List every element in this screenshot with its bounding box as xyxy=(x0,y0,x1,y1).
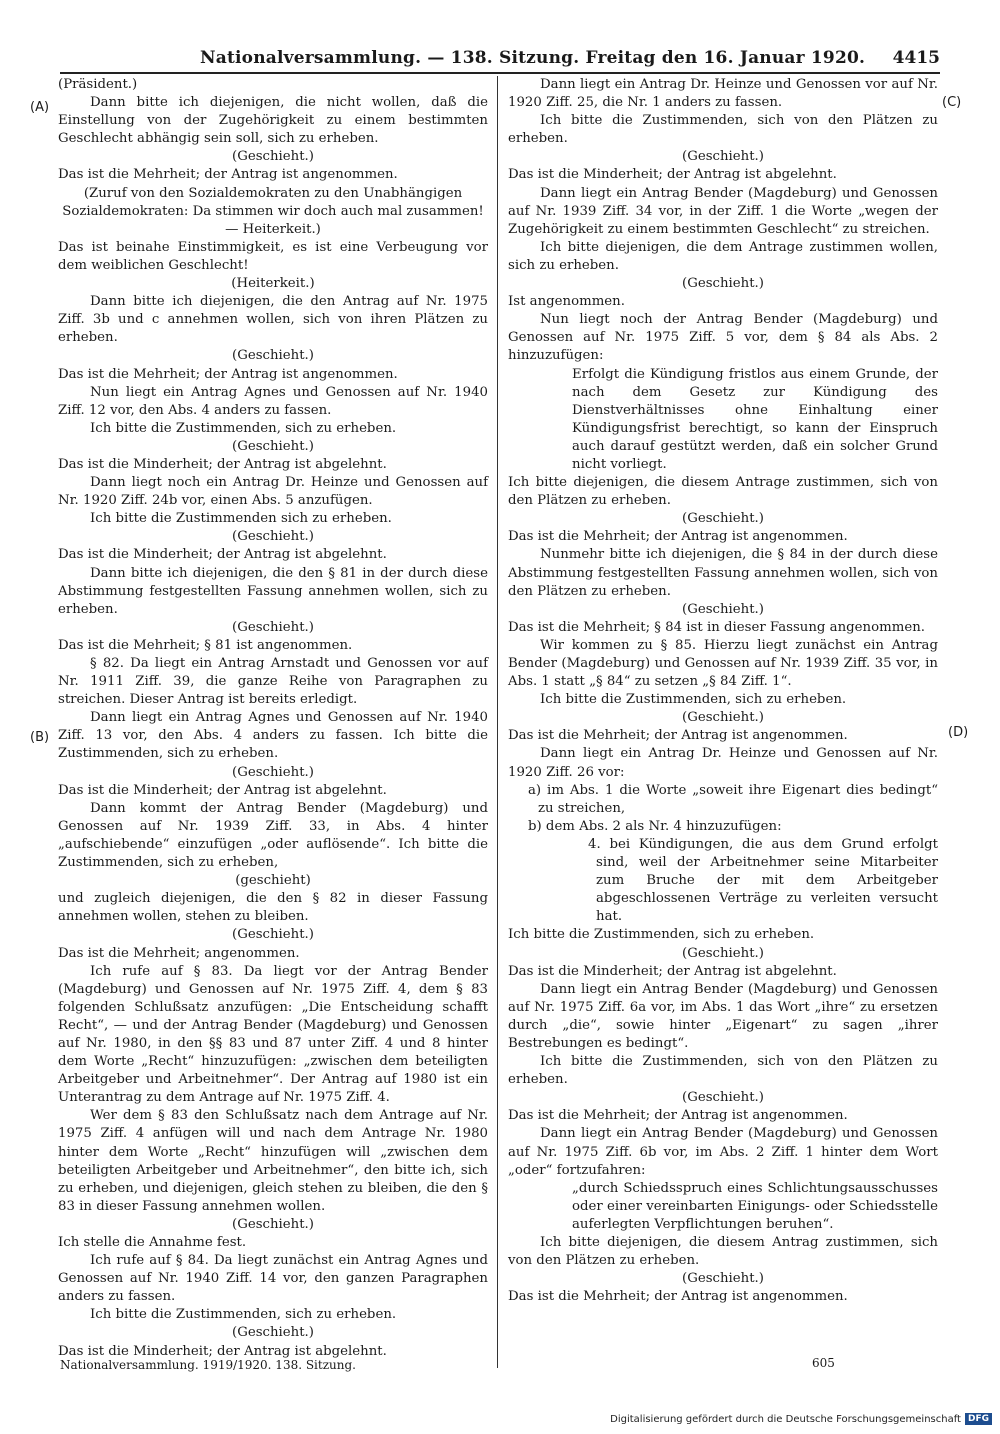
paragraph: Das ist die Minderheit; der Antrag ist abgelehnt. xyxy=(58,547,387,563)
paragraph: Das ist die Mehrheit; angenommen. xyxy=(58,945,300,961)
paragraph: (Geschieht.) xyxy=(232,1325,314,1341)
paragraph: Nun liegt noch der Antrag Bender (Magdeburg) und Genossen auf Nr. 1975 Ziff. 5 vor, dem § 84 als Abs. 2 hinzuzufügen: xyxy=(508,312,938,364)
paragraph: (Geschieht.) xyxy=(682,1271,764,1287)
margin-marker-a: (A) xyxy=(30,100,50,115)
paragraph: Das ist die Mehrheit; § 84 ist in dieser Fassung angenommen. xyxy=(508,619,925,635)
paragraph: Ich bitte die Zustimmenden, sich von den Plätzen zu erheben. xyxy=(508,113,938,147)
paragraph: Wer dem § 83 den Schlußsatz nach dem Antrage auf Nr. 1975 Ziff. 4 anfügen will und nach dem Antrage Nr. 1980 hinter dem Worte „Recht“ hinzufügen will „zwischen dem beteiligten Arbeitgeber und Arbeitnehmer“, den bitte ich, sich zu erheben, und diejenigen, gleich stehen zu bleiben, die den § 83 in dieser Fassung annehmen wollen. xyxy=(58,1108,488,1214)
paragraph: (Präsident.) xyxy=(58,77,138,92)
paragraph: Ich bitte die Zustimmenden, sich zu erheben. xyxy=(90,420,397,436)
paragraph: Dann liegt ein Antrag Bender (Magdeburg) und Genossen auf Nr. 1975 Ziff. 6a vor, im Abs. 1 das Wort „ihre“ zu ersetzen durch „die“, sowie hinter „Eigenart“ zu sagen „ihrer Bestrebungen es bedingt“. xyxy=(508,981,938,1051)
paragraph: (Geschieht.) xyxy=(682,601,764,617)
paragraph: b) dem Abs. 2 als Nr. 4 hinzuzufügen: xyxy=(528,818,782,834)
paragraph: Das ist die Mehrheit; der Antrag ist angenommen. xyxy=(58,167,398,183)
paragraph: (Geschieht.) xyxy=(682,710,764,726)
digitization-credit xyxy=(610,1413,992,1425)
paragraph: Dann liegt ein Antrag Agnes und Genossen auf Nr. 1940 Ziff. 13 vor, den Abs. 4 anders zu fassen. Ich bitte die Zustimmenden, sich zu erheben. xyxy=(58,710,488,762)
paragraph: a) im Abs. 1 die Worte „soweit ihre Eigenart dies bedingt“ zu streichen, xyxy=(528,782,938,816)
paragraph: Das ist die Minderheit; der Antrag ist abgelehnt. xyxy=(58,456,387,472)
paragraph: Das ist die Mehrheit; der Antrag ist angenommen. xyxy=(508,1108,848,1124)
left-column xyxy=(58,76,488,1361)
paragraph: Ich rufe auf § 84. Da liegt zunächst ein Antrag Agnes und Genossen auf Nr. 1940 Ziff. 14 vor, den ganzen Paragraphen anders zu fassen. xyxy=(58,1253,488,1305)
paragraph: (Geschieht.) xyxy=(682,511,764,527)
paragraph: Ich bitte die Zustimmenden, sich zu erheben. xyxy=(540,692,847,708)
page-number: 4415 xyxy=(892,48,940,68)
header-title: Nationalversammlung. — 138. Sitzung. Freitag den 16. Januar 1920. xyxy=(200,48,866,68)
right-column xyxy=(508,76,938,1306)
paragraph: Dann liegt ein Antrag Bender (Magdeburg) und Genossen auf Nr. 1939 Ziff. 34 vor, in der Ziff. 1 die Worte „wegen der Zugehörigkeit zu einem bestimmten Geschlecht“ zu streichen. xyxy=(508,185,938,237)
page-header xyxy=(60,46,940,74)
paragraph: Ich bitte die Zustimmenden, sich von den Plätzen zu erheben. xyxy=(508,1054,938,1088)
paragraph: „durch Schiedsspruch eines Schlichtungsausschusses oder einer vereinbarten Einigungs- oder Schiedsstelle auferlegten Verpflichtungen beruhen“. xyxy=(572,1180,938,1232)
paragraph: Das ist die Minderheit; der Antrag ist abgelehnt. xyxy=(508,963,837,979)
paragraph: Das ist die Mehrheit; der Antrag ist angenommen. xyxy=(508,529,848,545)
footer-left: Nationalversammlung. 1919/1920. 138. Sitzung. xyxy=(60,1358,356,1372)
footer-page-number: 605 xyxy=(812,1356,835,1370)
margin-marker-d: (D) xyxy=(948,725,969,740)
paragraph: (geschieht) xyxy=(235,873,311,889)
paragraph: (Zuruf von den Sozialdemokraten zu den Unabhängigen Sozialdemokraten: Da stimmen wir doch auch mal zusammen! — Heiterkeit.) xyxy=(62,185,484,237)
dfg-logo-icon: DFG xyxy=(965,1413,992,1425)
margin-marker-c: (C) xyxy=(942,95,962,110)
paragraph: Nun liegt ein Antrag Agnes und Genossen auf Nr. 1940 Ziff. 12 vor, den Abs. 4 anders zu fassen. xyxy=(58,384,488,418)
paragraph: Dann bitte ich diejenigen, die den Antrag auf Nr. 1975 Ziff. 3b und c annehmen wollen, sich von ihren Plätzen zu erheben. xyxy=(58,294,488,346)
paragraph: Wir kommen zu § 85. Hierzu liegt zunächst ein Antrag Bender (Magdeburg) und Genossen auf Nr. 1939 Ziff. 35 vor, in Abs. 1 statt „§ 84“ zu setzen „§ 84 Ziff. 1“. xyxy=(508,637,938,690)
paragraph: (Geschieht.) xyxy=(232,1216,314,1232)
paragraph: und zugleich diejenigen, die den § 82 in dieser Fassung annehmen wollen, stehen zu bleiben. xyxy=(58,891,488,925)
paragraph: Dann liegt ein Antrag Dr. Heinze und Genossen vor auf Nr. 1920 Ziff. 25, die Nr. 1 anders zu fassen. xyxy=(508,77,938,111)
paragraph: Das ist die Mehrheit; § 81 ist angenommen. xyxy=(58,637,353,653)
paragraph: (Geschieht.) xyxy=(232,529,314,545)
paragraph: Das ist beinahe Einstimmigkeit, es ist eine Verbeugung vor dem weiblichen Geschlecht! xyxy=(58,239,488,273)
paragraph: Dann kommt der Antrag Bender (Magdeburg) und Genossen auf Nr. 1939 Ziff. 33, in Abs. 4 hinter „aufschiebende“ einzufügen „oder auflösende“. Ich bitte die Zustimmenden, sich zu erheben, xyxy=(58,800,488,871)
paragraph: Erfolgt die Kündigung fristlos aus einem Grunde, der nach dem Gesetz zur Kündigung des Dienstverhältnisses ohne Einhaltung einer Kündigungsfrist berechtigt, so kann der Einspruch auch darauf gestützt werden, daß ein solcher Grund nicht vorliegt. xyxy=(572,366,938,472)
paragraph: Dann bitte ich diejenigen, die den § 81 in der durch diese Abstimmung festgestellten Fassung annehmen wollen, sich zu erheben. xyxy=(58,565,488,617)
paragraph: Ist angenommen. xyxy=(508,294,625,310)
column-divider xyxy=(497,76,498,1368)
paragraph: Das ist die Mehrheit; der Antrag ist angenommen. xyxy=(508,1289,848,1305)
paragraph: 4. bei Kündigungen, die aus dem Grund erfolgt sind, weil der Arbeitnehmer seine Mitarbeiter zum Bruche der mit dem Arbeitgeber abgeschlossenen Verträge zu verleiten versucht hat. xyxy=(588,836,938,925)
paragraph: Nunmehr bitte ich diejenigen, die § 84 in der durch diese Abstimmung festgestellten Fassung annehmen wollen, sich von den Plätzen zu erheben. xyxy=(508,547,938,599)
paragraph: Dann bitte ich diejenigen, die nicht wollen, daß die Einstellung von der Zugehörigkeit zu einem bestimmten Geschlecht abhängig sein soll, sich zu erheben. xyxy=(58,95,488,147)
paragraph: Ich bitte diejenigen, die dem Antrage zustimmen wollen, sich zu erheben. xyxy=(508,239,938,273)
paragraph: Ich bitte diejenigen, die diesem Antrag zustimmen, sich von den Plätzen zu erheben. xyxy=(508,1235,938,1269)
paragraph: Das ist die Minderheit; der Antrag ist abgelehnt. xyxy=(58,782,387,798)
paragraph: (Geschieht.) xyxy=(232,764,314,780)
paragraph: Dann liegt ein Antrag Dr. Heinze und Genossen auf Nr. 1920 Ziff. 26 vor: xyxy=(508,746,938,780)
paragraph: (Geschieht.) xyxy=(232,927,314,943)
paragraph: (Geschieht.) xyxy=(682,149,764,165)
paragraph: Das ist die Mehrheit; der Antrag ist angenommen. xyxy=(58,366,398,382)
paragraph: Ich bitte die Zustimmenden sich zu erheben. xyxy=(90,511,392,527)
paragraph: Ich bitte die Zustimmenden, sich zu erheben. xyxy=(508,927,815,943)
paragraph: (Geschieht.) xyxy=(682,276,764,292)
paragraph: (Geschieht.) xyxy=(682,1090,764,1106)
paragraph: Ich stelle die Annahme fest. xyxy=(58,1235,247,1250)
paragraph: Dann liegt ein Antrag Bender (Magdeburg) und Genossen auf Nr. 1975 Ziff. 6b vor, im Abs. 2 Ziff. 1 hinter dem Wort „oder“ fortzufahren: xyxy=(508,1126,938,1178)
paragraph: (Heiterkeit.) xyxy=(231,276,315,292)
paragraph: (Geschieht.) xyxy=(232,348,314,364)
paragraph: Das ist die Mehrheit; der Antrag ist angenommen. xyxy=(508,728,848,744)
paragraph: Das ist die Minderheit; der Antrag ist abgelehnt. xyxy=(58,1343,387,1359)
margin-marker-b: (B) xyxy=(30,730,50,745)
paragraph: Ich rufe auf § 83. Da liegt vor der Antrag Bender (Magdeburg) und Genossen auf Nr. 1975 Ziff. 4, dem § 83 folgenden Schlußsatz anzufügen: „Die Entscheidung schafft Recht“, — und der Antrag Bender (Magdeburg) und Genossen auf Nr. 1980, in den §§ 83 und 87 unter Ziff. 4 und 8 hinter dem Worte „Recht“ hinzuzufügen: „zwischen dem beteiligten Arbeitgeber und Arbeitnehmer“. Der Antrag auf 1980 ist ein Unterantrag zu dem Antrage auf Nr. 1975 Ziff. 4. xyxy=(58,963,488,1106)
paragraph: (Geschieht.) xyxy=(232,438,314,454)
paragraph: Ich bitte diejenigen, die diesem Antrage zustimmen, sich von den Plätzen zu erheben. xyxy=(508,475,938,509)
paragraph: Dann liegt noch ein Antrag Dr. Heinze und Genossen auf Nr. 1920 Ziff. 24b vor, einen Abs. 5 anzufügen. xyxy=(58,475,488,509)
paragraph: § 82. Da liegt ein Antrag Arnstadt und Genossen vor auf Nr. 1911 Ziff. 39, die ganze Reihe von Paragraphen zu streichen. Dieser Antrag ist bereits erledigt. xyxy=(58,656,488,708)
paragraph: Das ist die Minderheit; der Antrag ist abgelehnt. xyxy=(508,167,837,183)
paragraph: (Geschieht.) xyxy=(682,945,764,961)
paragraph: (Geschieht.) xyxy=(232,149,314,165)
credit-text: Digitalisierung gefördert durch die Deutsche Forschungsgemeinschaft xyxy=(610,1413,961,1425)
paragraph: (Geschieht.) xyxy=(232,619,314,635)
paragraph: Ich bitte die Zustimmenden, sich zu erheben. xyxy=(90,1307,397,1323)
